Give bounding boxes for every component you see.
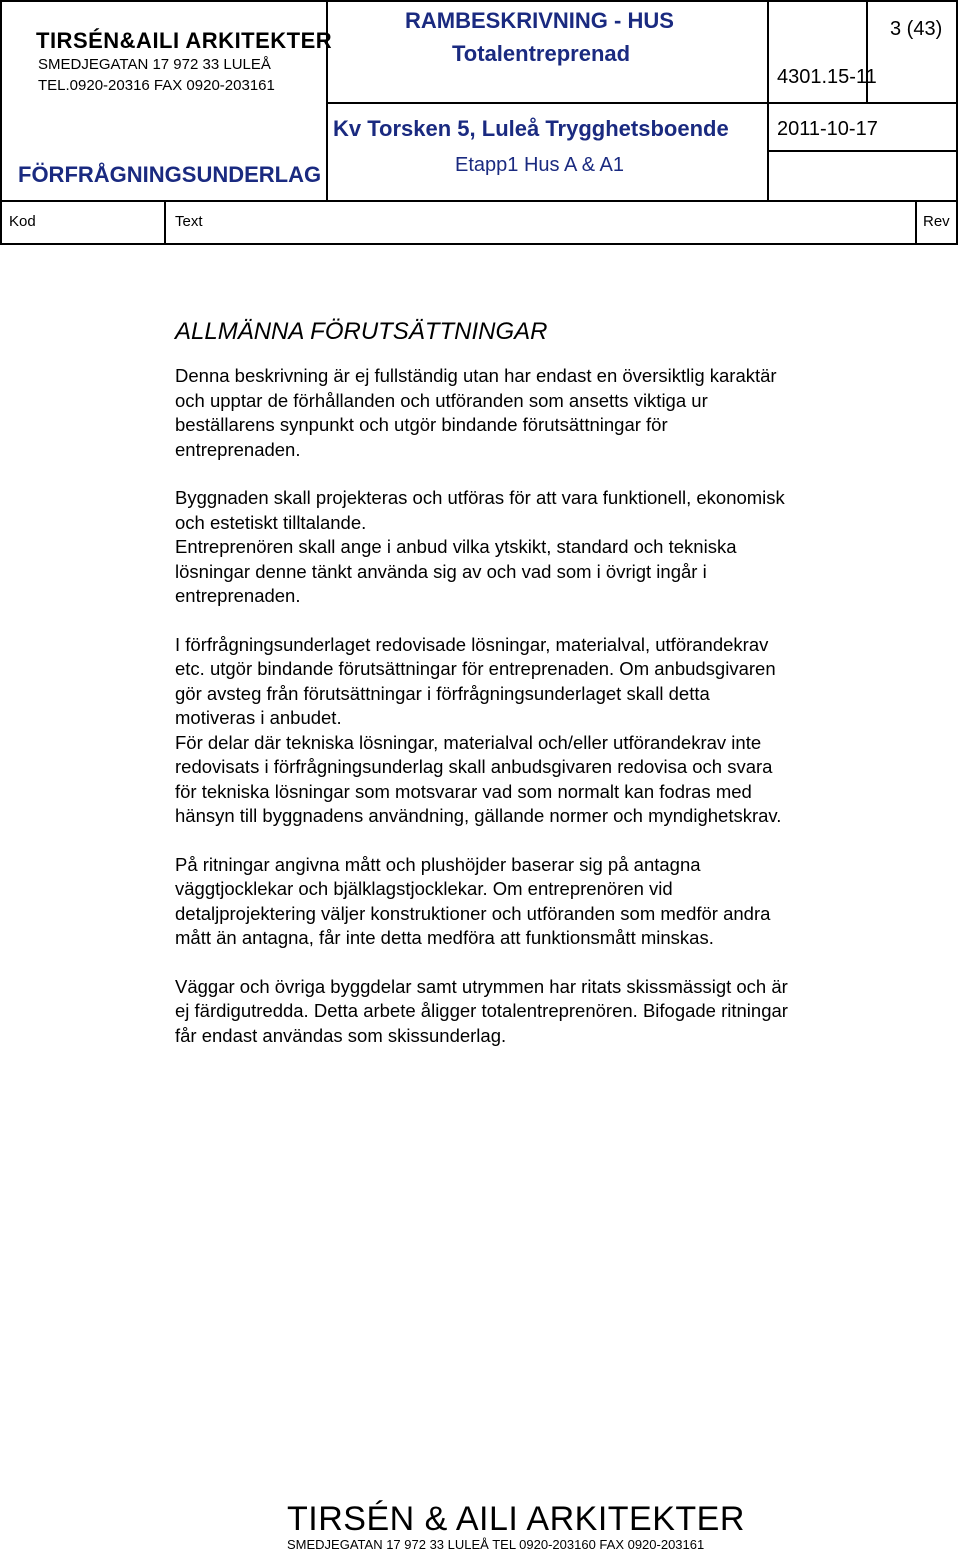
header-right-border — [956, 0, 958, 245]
body-text-line: detaljprojektering väljer konstruktioner och utföranden som medför andra — [175, 902, 771, 924]
section-paragraphs — [175, 364, 895, 1048]
body-text-line: hänsyn till byggnadens användning, gällande normer och myndighetskrav. — [175, 805, 782, 826]
footer-address: SMEDJEGATAN 17 972 33 LULEÅ TEL 0920-203160 FAX 0920-203161 — [287, 1537, 705, 1552]
body-text-line: Byggnaden skall projekteras och utföras för att vara funktionell, ekonomisk — [175, 487, 785, 508]
col-divider-kod — [164, 200, 166, 245]
doc-title: RAMBESKRIVNING - HUS — [405, 8, 674, 33]
body-text-line: gör avsteg från förutsättningar i förfrågningsunderlaget skall detta — [175, 682, 710, 704]
header-bottom-border — [0, 243, 958, 245]
page-number: 3 (43) — [890, 18, 943, 40]
firm-phone: TEL.0920-20316 FAX 0920-203161 — [38, 77, 275, 94]
body-text-line: redovisats i förfrågningsunderlag skall anbudsgivaren redovisa och svara — [175, 756, 773, 777]
paragraph-gap — [175, 951, 895, 975]
header-divider-2 — [767, 0, 769, 200]
paragraph-gap — [175, 829, 895, 853]
body-text-line: Denna beskrivning är ej fullständig utan har endast en översiktlig karaktär — [175, 365, 777, 386]
etapp-label: Etapp1 Hus A & A1 — [455, 154, 625, 176]
doc-number: 4301.15-11 — [777, 66, 877, 88]
body-text-line: väggtjocklekar och bjälklagstjocklekar. Om entreprenören vid — [175, 878, 673, 899]
section-heading: ALLMÄNNA FÖRUTSÄTTNINGAR — [175, 318, 548, 345]
column-header-rev: Rev — [923, 213, 950, 230]
body-text-line: beställarens synpunkt och utgör bindande förutsättningar för — [175, 414, 668, 435]
column-header-kod: Kod — [9, 213, 36, 230]
body-text-line: lösningar denne tänkt använda sig av och vad som i övrigt ingår i — [175, 560, 707, 582]
document-body — [175, 318, 895, 1048]
doc-subtitle: Totalentreprenad — [452, 41, 631, 66]
basis-label: FÖRFRÅGNINGSUNDERLAG — [18, 162, 322, 187]
header-hline-1 — [326, 102, 958, 104]
header-hline-2 — [767, 150, 958, 152]
header-hline-3 — [0, 200, 958, 202]
body-text-line: På ritningar angivna mått och plushöjder baserar sig på antagna — [175, 853, 701, 875]
paragraph-gap — [175, 462, 895, 486]
body-text-line: etc. utgör bindande förutsättningar för entreprenaden. Om anbudsgivaren — [175, 658, 776, 679]
body-text-line: Entreprenören skall ange i anbud vilka ytskikt, standard och tekniska — [175, 536, 737, 557]
footer-firm-name: TIRSÉN & AILI ARKITEKTER — [287, 1500, 745, 1538]
body-text-line: I förfrågningsunderlaget redovisade lösningar, materialval, utförandekrav — [175, 633, 769, 655]
doc-date: 2011-10-17 — [777, 118, 878, 140]
document-header — [0, 0, 960, 245]
body-text-line: entreprenaden. — [175, 438, 301, 460]
body-text-line: För delar där tekniska lösningar, materialval och/eller utförandekrav inte — [175, 731, 762, 753]
firm-address: SMEDJEGATAN 17 972 33 LULEÅ — [38, 56, 271, 73]
body-text-line: ej färdigutredda. Detta arbete åligger totalentreprenören. Bifogade ritningar — [175, 1000, 788, 1021]
body-text-line: mått än antagna, får inte detta medföra att funktionsmått minskas. — [175, 927, 714, 948]
body-text-line: Väggar och övriga byggdelar samt utrymmen har ritats skissmässigt och är — [175, 975, 788, 997]
paragraph-gap — [175, 609, 895, 633]
col-divider-rev — [915, 200, 917, 245]
header-left-border — [0, 0, 2, 245]
project-name: Kv Torsken 5, Luleå Trygghetsboende — [333, 116, 729, 141]
body-text-line: får endast användas som skissunderlag. — [175, 1024, 507, 1046]
body-text-line: och estetiskt tilltalande. — [175, 511, 367, 533]
body-text-line: för tekniska lösningar som motsvarar vad som normalt kan fodras med — [175, 780, 752, 802]
firm-name: TIRSÉN&AILI ARKITEKTER — [36, 28, 333, 53]
body-text-line: motiveras i anbudet. — [175, 707, 342, 728]
header-top-border — [0, 0, 958, 2]
body-text-line: entreprenaden. — [175, 585, 301, 606]
body-text-line: och upptar de förhållanden och utföranden som ansetts viktiga ur — [175, 389, 708, 411]
column-header-text: Text — [175, 213, 203, 230]
